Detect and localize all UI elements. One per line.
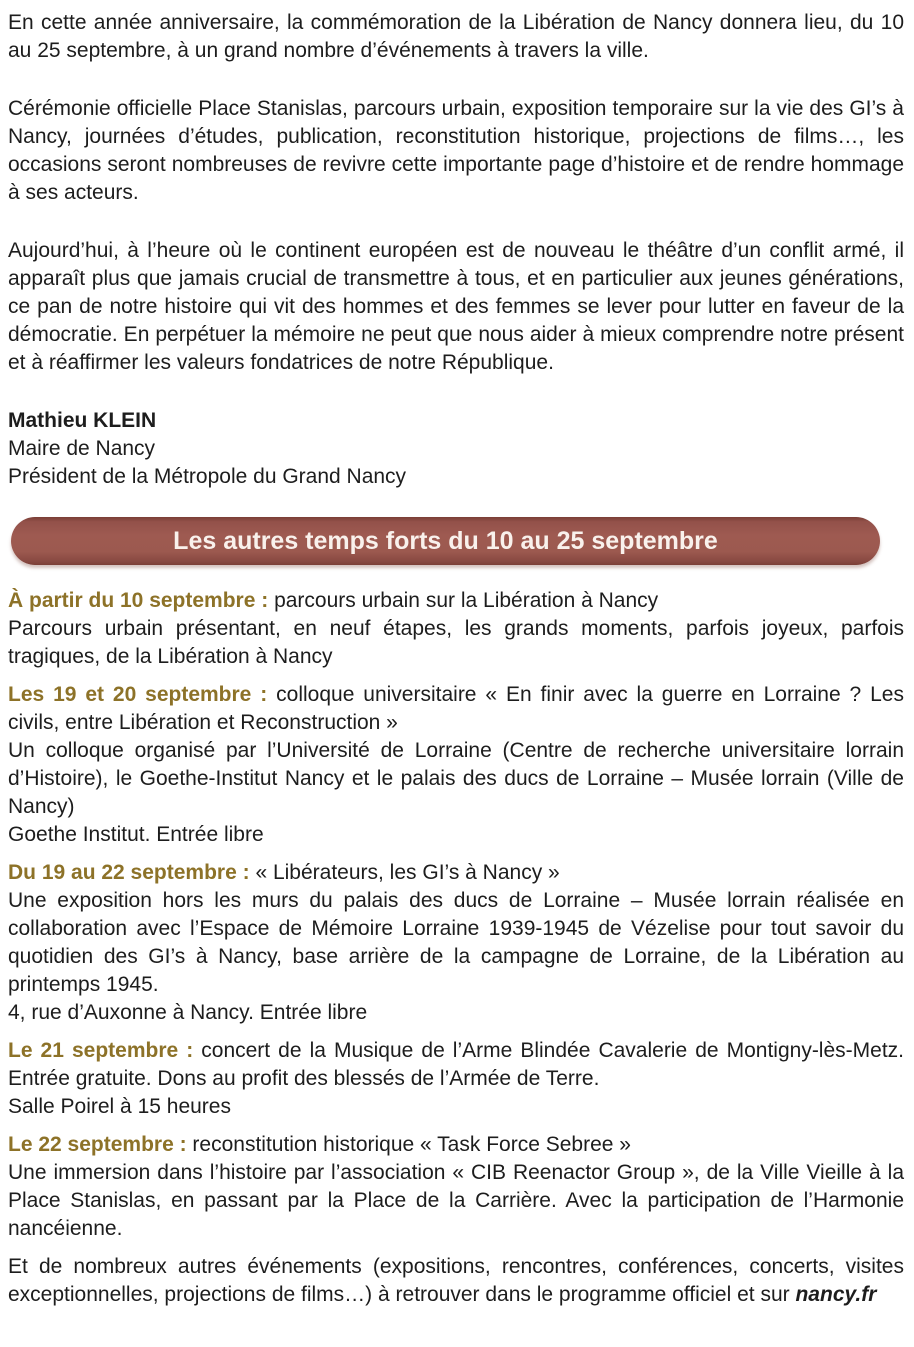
event-headline <box>8 1131 904 1159</box>
event-headline <box>8 587 904 615</box>
event-title: concert de la Musique de l’Arme Blindée Cavalerie de Montigny-lès-Metz. Entrée gratuite. Dons au profit des blessés de l’Armée de Terre. <box>8 1039 904 1090</box>
event-date: Le 22 septembre : <box>8 1133 187 1156</box>
event-title: reconstitution historique « Task Force Sebree » <box>192 1133 631 1156</box>
event-item-exposition <box>8 859 904 1027</box>
event-item-concert <box>8 1037 904 1121</box>
section-banner <box>11 517 880 565</box>
event-title: parcours urbain sur la Libération à Nancy <box>274 589 659 612</box>
event-title: « Libérateurs, les GI’s à Nancy » <box>255 861 560 884</box>
event-date: À partir du 10 septembre : <box>8 589 269 612</box>
signature-role-mayor: Maire de Nancy <box>8 437 156 460</box>
event-date: Les 19 et 20 septembre : <box>8 683 268 706</box>
event-description: Un colloque organisé par l’Université de Lorraine (Centre de recherche universitaire lorrain d’Histoire), le Goethe-Institut Nancy et le palais des ducs de Lorraine – Musée lorrain (Ville de Nancy) <box>8 739 904 818</box>
website-mention: nancy.fr <box>795 1283 877 1306</box>
event-item-reconstitution <box>8 1131 904 1243</box>
event-item-parcours-urbain <box>8 587 904 671</box>
signature-block <box>8 407 904 491</box>
section-banner-title: Les autres temps forts du 10 au 25 septembre <box>173 527 718 555</box>
intro-paragraph-3: Aujourd’hui, à l’heure où le continent européen est de nouveau le théâtre d’un conflit armé, il apparaît plus que jamais crucial de transmettre à tous, et en particulier aux jeunes générations, ce pan de notre histoire qui vit des hommes et des femmes se lever pour lutter en faveur de la démocratie. En perpétuer la mémoire ne peut que nous aider à mieux comprendre notre présent et à réaffirmer les valeurs fondatrices de notre République. <box>8 239 904 374</box>
event-description: Une exposition hors les murs du palais des ducs de Lorraine – Musée lorrain réalisée en collaboration avec l’Espace de Mémoire Lorraine 1939-1945 de Vézelise pour tout savoir du quotidien des GI’s à Nancy, base arrière de la campagne de Lorraine, de la Libération au printemps 1945. <box>8 889 904 996</box>
event-venue: 4, rue d’Auxonne à Nancy. Entrée libre <box>8 1001 368 1024</box>
signature-name: Mathieu KLEIN <box>8 409 157 432</box>
event-venue: Salle Poirel à 15 heures <box>8 1095 231 1118</box>
event-description: Une immersion dans l’histoire par l’association « CIB Reenactor Group », de la Ville Vieille à la Place Stanislas, en passant par la Place de la Carrière. Avec la participation de l’Harmonie nancéienne. <box>8 1161 904 1240</box>
event-venue: Goethe Institut. Entrée libre <box>8 823 264 846</box>
event-date: Du 19 au 22 septembre : <box>8 861 250 884</box>
closing-text: Et de nombreux autres événements (expositions, rencontres, conférences, concerts, visites exceptionnelles, projections de films…) à retrouver dans le programme officiel et sur <box>8 1255 904 1306</box>
intro-paragraph-2: Cérémonie officielle Place Stanislas, parcours urbain, exposition temporaire sur la vie des GI’s à Nancy, journées d’études, publication, reconstitution historique, projections de films…, les occasions seront nombreuses de revivre cette importante page d’histoire et de rendre hommage à ses acteurs. <box>8 97 904 204</box>
event-headline <box>8 1037 904 1093</box>
closing-paragraph <box>8 1253 904 1309</box>
event-headline <box>8 859 904 887</box>
event-headline <box>8 681 904 737</box>
event-description: Parcours urbain présentant, en neuf étapes, les grands moments, parfois joyeux, parfois tragiques, de la Libération à Nancy <box>8 617 904 668</box>
event-date: Le 21 septembre : <box>8 1039 194 1062</box>
signature-role-president: Président de la Métropole du Grand Nancy <box>8 465 407 488</box>
event-item-colloque <box>8 681 904 849</box>
event-title: colloque universitaire « En finir avec la guerre en Lorraine ? Les civils, entre Libération et Reconstruction » <box>8 683 904 734</box>
intro-paragraph-1: En cette année anniversaire, la commémoration de la Libération de Nancy donnera lieu, du 10 au 25 septembre, à un grand nombre d’événements à travers la ville. <box>8 11 904 62</box>
